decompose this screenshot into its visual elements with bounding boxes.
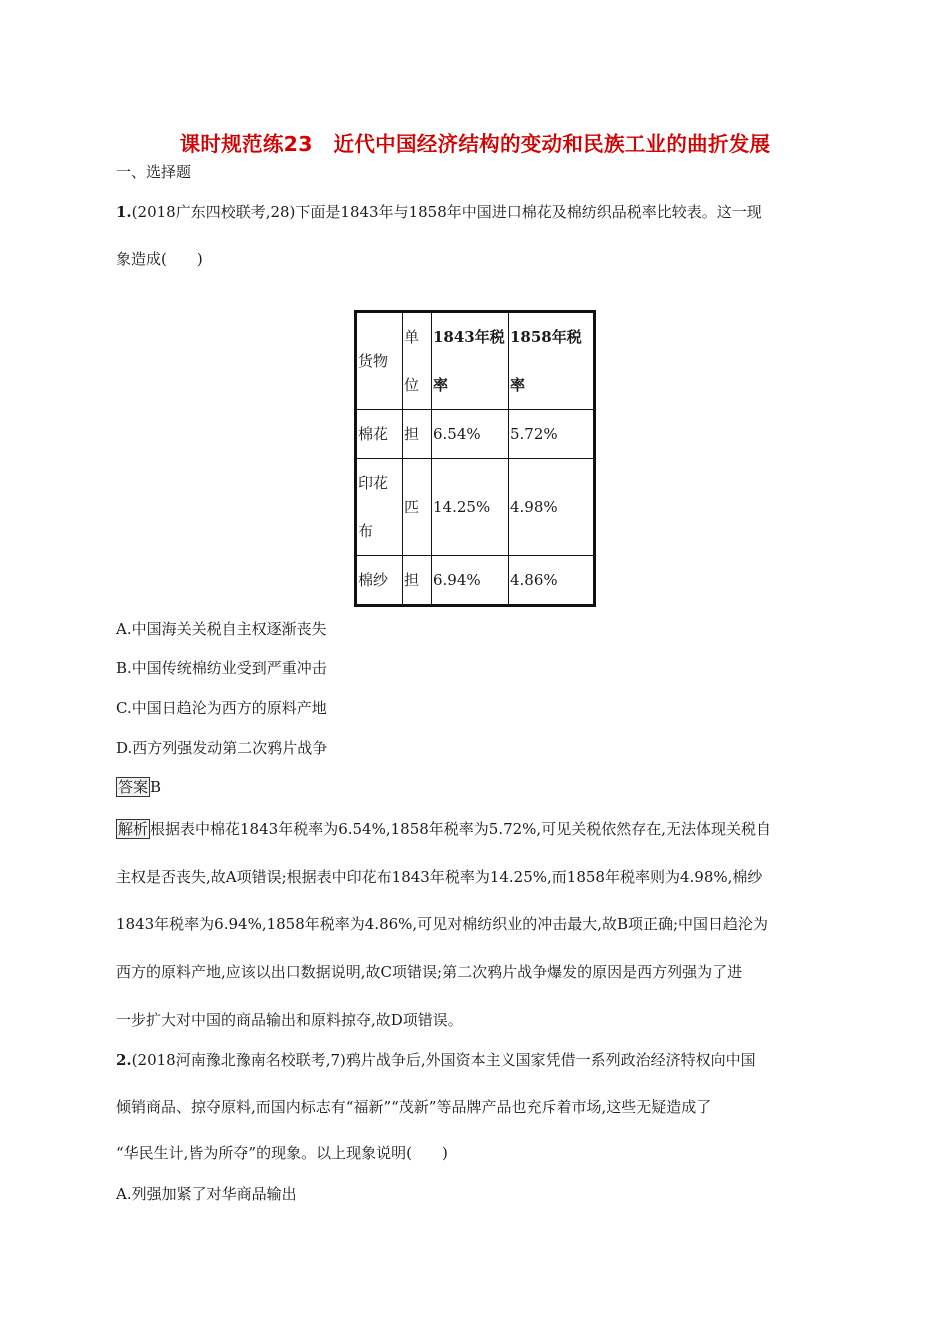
question-text: (2018河南豫北豫南名校联考,7)鸦片战争后,外国资本主义国家凭借一系列政治经济特权向中国 [131,1051,756,1069]
answer-value: B [150,778,162,796]
option-b: B.中国传统棉纺业受到严重冲击 [116,659,327,677]
table-row [356,410,595,459]
table-cell: 印花布 [356,459,403,556]
analysis-line-4: 西方的原料产地,应该以出口数据说明,故C项错误;第二次鸦片战争爆发的原因是西方列强为了进 [116,963,743,981]
table-header-cell: 单位 [403,312,432,410]
question-number: 1. [116,203,132,221]
question-2-stem-line-3: “华民生计,皆为所夺”的现象。以上现象说明( ) [116,1144,448,1162]
question-2-stem-line-1 [116,1049,756,1070]
table-cell: 担 [403,410,432,459]
table-cell: 6.54% [432,410,509,459]
page-title: 课时规范练23 近代中国经济结构的变动和民族工业的曲折发展 [179,132,771,156]
table-cell: 棉纱 [356,556,403,606]
question-1-stem-line-2: 象造成( ) [116,250,203,268]
table-row [356,459,595,556]
table-cell: 6.94% [432,556,509,606]
table-cell: 棉花 [356,410,403,459]
question-1-stem-line-1 [116,201,762,222]
table-cell: 担 [403,556,432,606]
table-header-cell: 1843年税率 [432,312,509,410]
option-a: A.中国海关关税自主权逐渐丧失 [116,620,327,638]
table-cell: 14.25% [432,459,509,556]
analysis-text: 根据表中棉花1843年税率为6.54%,1858年税率为5.72%,可见关税依然存在,无法体现关税自 [150,820,771,838]
option-c: C.中国日趋沦为西方的原料产地 [116,699,327,717]
tax-rate-table [354,310,596,607]
question-text: (2018广东四校联考,28)下面是1843年与1858年中国进口棉花及棉纺织品税率比较表。这一现 [131,203,762,221]
section-heading: 一、选择题 [116,163,192,181]
table-header-cell: 1858年税率 [509,312,595,410]
table-header-row [356,312,595,410]
table-cell: 4.86% [509,556,595,606]
analysis-line-3: 1843年税率为6.94%,1858年税率为4.86%,可见对棉纺织业的冲击最大,故B项正确;中国日趋沦为 [116,915,769,933]
table-header-cell: 货物 [356,312,403,410]
analysis-line-5: 一步扩大对中国的商品输出和原料掠夺,故D项错误。 [116,1011,463,1029]
table-cell: 4.98% [509,459,595,556]
question-number: 2. [116,1051,132,1069]
option-a: A.列强加紧了对华商品输出 [116,1185,297,1203]
answer-line [116,776,161,797]
analysis-line-1 [116,818,771,839]
question-2-stem-line-2: 倾销商品、掠夺原料,而国内标志有“福新”“茂新”等品牌产品也充斥着市场,这些无疑造成了 [116,1098,712,1116]
option-d: D.西方列强发动第二次鸦片战争 [116,739,328,757]
table-row [356,556,595,606]
table-cell: 匹 [403,459,432,556]
table-cell: 5.72% [509,410,595,459]
analysis-tag: 解析 [118,820,149,838]
analysis-line-2: 主权是否丧失,故A项错误;根据表中印花布1843年税率为14.25%,而1858年税率则为4.98%,棉纱 [116,868,763,886]
answer-tag: 答案 [118,778,149,796]
